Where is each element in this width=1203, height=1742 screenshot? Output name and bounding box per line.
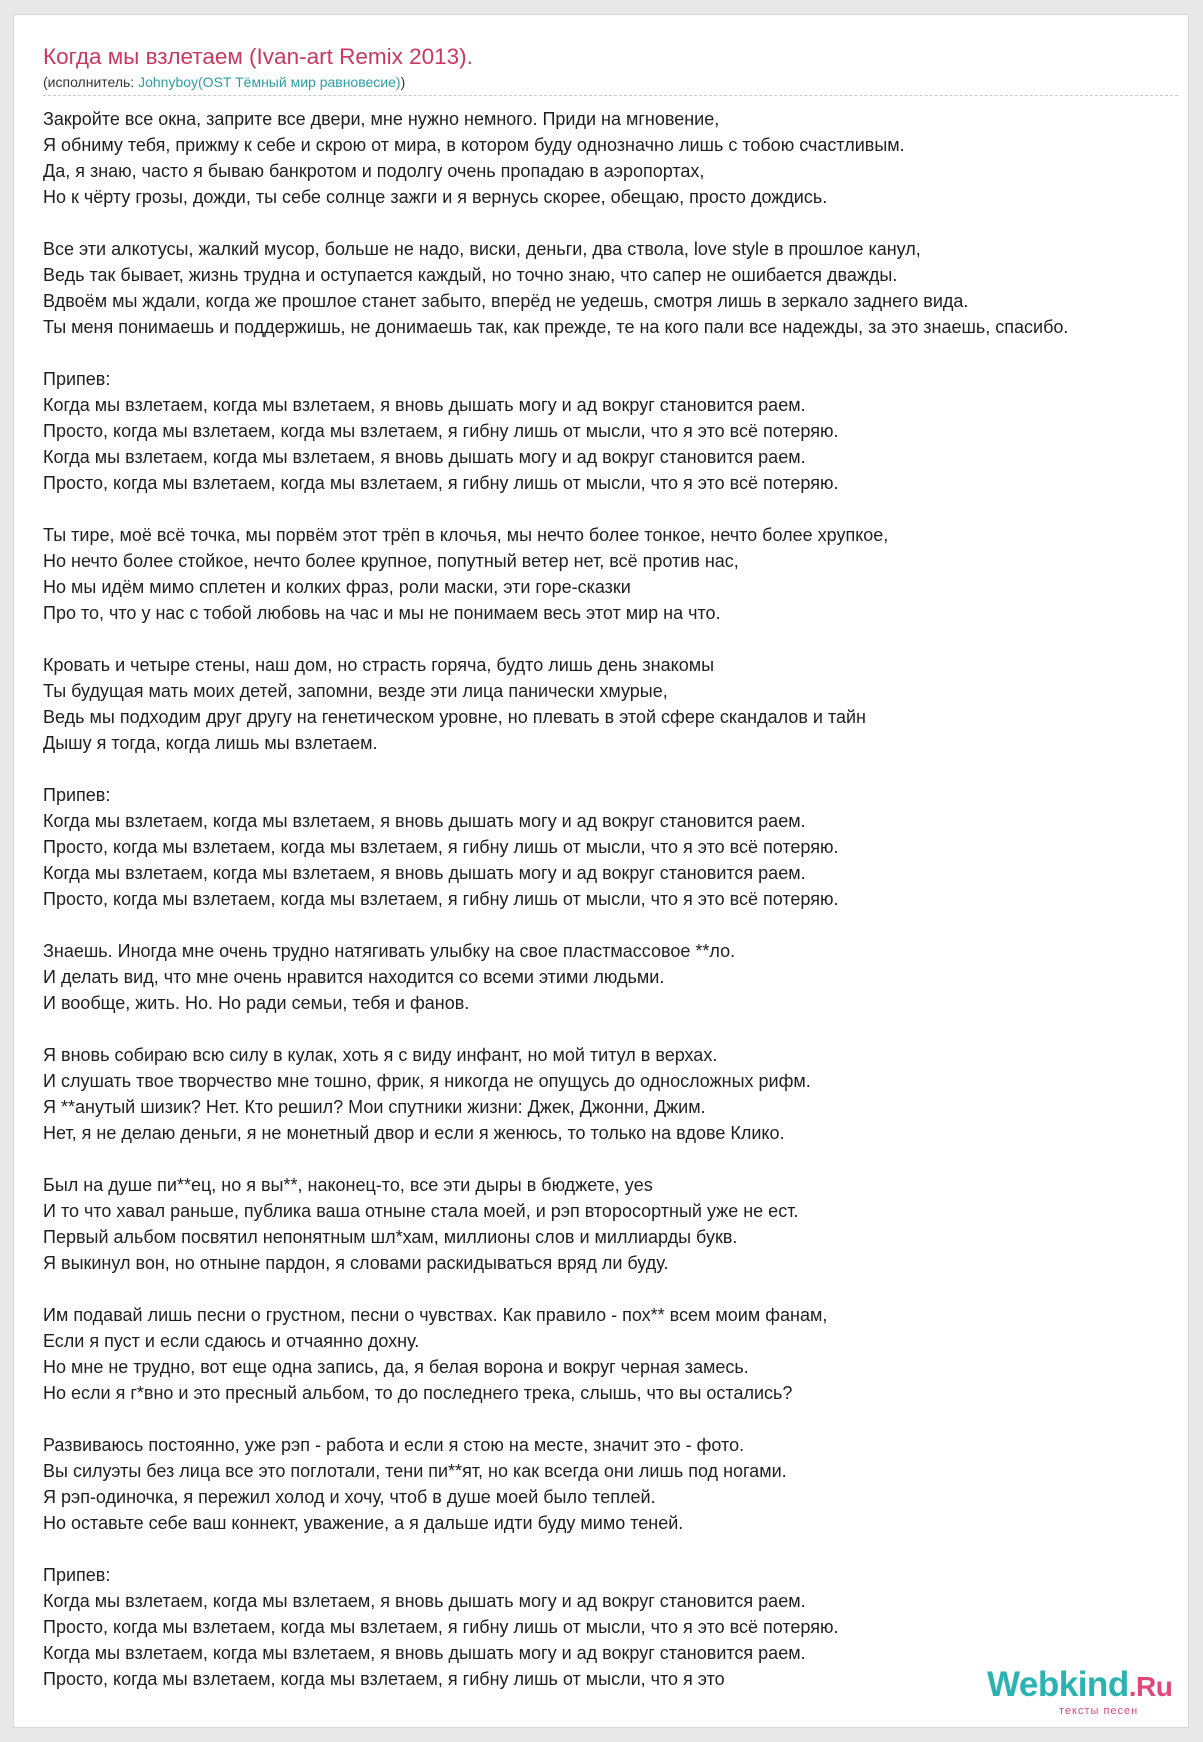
lyric-line: Ты меня понимаешь и поддержишь, не донимаешь так, как прежде, те на кого пали все надежды, за это знаешь, спасибо. (43, 317, 1069, 337)
lyric-line: Просто, когда мы взлетаем, когда мы взлетаем, я гибну лишь от мысли, что я это всё потеряю. (43, 1617, 839, 1637)
lyrics-stanza (43, 1172, 1189, 1276)
lyrics-stanza (43, 1302, 1189, 1406)
lyrics-stanza (43, 522, 1189, 626)
lyric-line: Вы силуэты без лица все это поглотали, тени пи**ят, но как всегда они лишь под ногами. (43, 1461, 787, 1481)
lyric-line: Первый альбом посвятил непонятным шл*хам, миллионы слов и миллиарды букв. (43, 1227, 738, 1247)
lyric-line: И делать вид, что мне очень нравится находится со всеми этими людьми. (43, 967, 665, 987)
lyrics-stanza (43, 106, 1189, 210)
header-divider (43, 95, 1178, 96)
lyric-line: Когда мы взлетаем, когда мы взлетаем, я вновь дышать могу и ад вокруг становится раем. (43, 395, 806, 415)
artist-prefix: (исполнитель: (43, 74, 139, 90)
lyric-line: Закройте все окна, заприте все двери, мне нужно немного. Приди на мгновение, (43, 109, 720, 129)
lyric-line: Про то, что у нас с тобой любовь на час и мы не понимаем весь этот мир на что. (43, 603, 721, 623)
lyric-line: Развиваюсь постоянно, уже рэп - работа и если я стою на месте, значит это - фото. (43, 1435, 745, 1455)
logo-tld: .Ru (1128, 1671, 1173, 1702)
lyric-line: И вообще, жить. Но. Но ради семьи, тебя и фанов. (43, 993, 470, 1013)
lyric-line: И слушать твое творчество мне тошно, фрик, я никогда не опущусь до односложных рифм. (43, 1071, 811, 1091)
lyric-line: Ты будущая мать моих детей, запомни, везде эти лица панически хмурые, (43, 681, 668, 701)
lyric-line: Припев: (43, 369, 111, 389)
lyric-line: Да, я знаю, часто я бываю банкротом и подолгу очень пропадаю в аэропортах, (43, 161, 705, 181)
lyrics-stanza (43, 652, 1189, 756)
lyric-line: Просто, когда мы взлетаем, когда мы взлетаем, я гибну лишь от мысли, что я это (43, 1669, 725, 1689)
lyric-line: Нет, я не делаю деньги, я не монетный двор и если я женюсь, то только на вдове Клико. (43, 1123, 785, 1143)
song-artist-line (43, 74, 405, 90)
lyric-line: Ведь мы подходим друг другу на генетическом уровне, но плевать в этой сфере скандалов и тайн (43, 707, 866, 727)
lyrics-body (43, 106, 1189, 1718)
lyric-line: Просто, когда мы взлетаем, когда мы взлетаем, я гибну лишь от мысли, что я это всё потеряю. (43, 421, 839, 441)
logo-subtitle: тексты песен (1059, 1705, 1139, 1717)
lyric-line: Но нечто более стойкое, нечто более крупное, попутный ветер нет, всё против нас, (43, 551, 739, 571)
lyric-line: Я выкинул вон, но отныне пардон, я словами раскидываться вряд ли буду. (43, 1253, 669, 1273)
song-title: Когда мы взлетаем (Ivan-art Remix 2013). (43, 44, 473, 69)
lyrics-stanza (43, 782, 1189, 912)
lyric-line: Я **анутый шизик? Нет. Кто решил? Мои спутники жизни: Джек, Джонни, Джим. (43, 1097, 706, 1117)
lyric-line: Кровать и четыре стены, наш дом, но страсть горяча, будто лишь день знакомы (43, 655, 715, 675)
lyrics-stanza (43, 236, 1189, 340)
lyric-line: Но к чёрту грозы, дожди, ты себе солнце зажги и я вернусь скорее, обещаю, просто дождись. (43, 187, 828, 207)
artist-link[interactable]: Johnyboy(OST Тёмный мир равновесие) (138, 74, 401, 90)
lyric-line: Дышу я тогда, когда лишь мы взлетаем. (43, 733, 378, 753)
lyric-line: Я рэп-одиночка, я пережил холод и хочу, чтоб в душе моей было теплей. (43, 1487, 656, 1507)
lyric-line: Но мы идём мимо сплетен и колких фраз, роли маски, эти горе-сказки (43, 577, 631, 597)
lyric-line: Был на душе пи**ец, но я вы**, наконец-то, все эти дыры в бюджете, yes (43, 1175, 653, 1195)
lyric-line: Когда мы взлетаем, когда мы взлетаем, я вновь дышать могу и ад вокруг становится раем. (43, 1643, 806, 1663)
lyric-line: Припев: (43, 1565, 111, 1585)
lyric-line: Ведь так бывает, жизнь трудна и оступается каждый, но точно знаю, что сапер не ошибается дважды. (43, 265, 898, 285)
lyrics-stanza (43, 366, 1189, 496)
lyric-line: Все эти алкотусы, жалкий мусор, больше не надо, виски, деньги, два ствола, love style в прошлое канул, (43, 239, 921, 259)
lyric-line: Ты тире, моё всё точка, мы порвём этот трёп в клочья, мы нечто более тонкое, нечто более хрупкое, (43, 525, 889, 545)
lyrics-stanza (43, 938, 1189, 1016)
lyric-line: Но мне не трудно, вот еще одна запись, да, я белая ворона и вокруг черная замесь. (43, 1357, 749, 1377)
lyric-line: Я вновь собираю всю силу в кулак, хоть я с виду инфант, но мой титул в верхах. (43, 1045, 718, 1065)
lyric-line: Я обниму тебя, прижму к себе и скрою от мира, в котором буду однозначно лишь с тобою счастливым. (43, 135, 905, 155)
lyric-line: И то что хавал раньше, публика ваша отныне стала моей, и рэп второсортный уже не ест. (43, 1201, 799, 1221)
lyric-line: Когда мы взлетаем, когда мы взлетаем, я вновь дышать могу и ад вокруг становится раем. (43, 1591, 806, 1611)
lyric-line: Когда мы взлетаем, когда мы взлетаем, я вновь дышать могу и ад вокруг становится раем. (43, 447, 806, 467)
lyric-line: Знаешь. Иногда мне очень трудно натягивать улыбку на свое пластмассовое **ло. (43, 941, 736, 961)
lyric-line: Но если я г*вно и это пресный альбом, то до последнего трека, слышь, что вы остались? (43, 1383, 793, 1403)
lyrics-stanza (43, 1432, 1189, 1536)
lyric-line: Просто, когда мы взлетаем, когда мы взлетаем, я гибну лишь от мысли, что я это всё потеряю. (43, 889, 839, 909)
lyrics-stanza (43, 1042, 1189, 1146)
lyric-line: Просто, когда мы взлетаем, когда мы взлетаем, я гибну лишь от мысли, что я это всё потеряю. (43, 837, 839, 857)
artist-suffix: ) (400, 74, 406, 90)
lyric-line: Но оставьте себе ваш коннект, уважение, а я дальше идти буду мимо теней. (43, 1513, 684, 1533)
lyric-line: Когда мы взлетаем, когда мы взлетаем, я вновь дышать могу и ад вокруг становится раем. (43, 811, 806, 831)
lyrics-page (13, 14, 1189, 1728)
lyric-line: Если я пуст и если сдаюсь и отчаянно дохну. (43, 1331, 420, 1351)
webkind-logo[interactable] (987, 1667, 1172, 1705)
lyric-line: Вдвоём мы ждали, когда же прошлое станет забыто, вперёд не уедешь, смотря лишь в зеркало заднего вида. (43, 291, 969, 311)
lyric-line: Просто, когда мы взлетаем, когда мы взлетаем, я гибну лишь от мысли, что я это всё потеряю. (43, 473, 839, 493)
lyric-line: Им подавай лишь песни о грустном, песни о чувствах. Как правило - пох** всем моим фанам, (43, 1305, 828, 1325)
lyric-line: Припев: (43, 785, 111, 805)
logo-brand: Webkind (987, 1665, 1129, 1704)
lyric-line: Когда мы взлетаем, когда мы взлетаем, я вновь дышать могу и ад вокруг становится раем. (43, 863, 806, 883)
